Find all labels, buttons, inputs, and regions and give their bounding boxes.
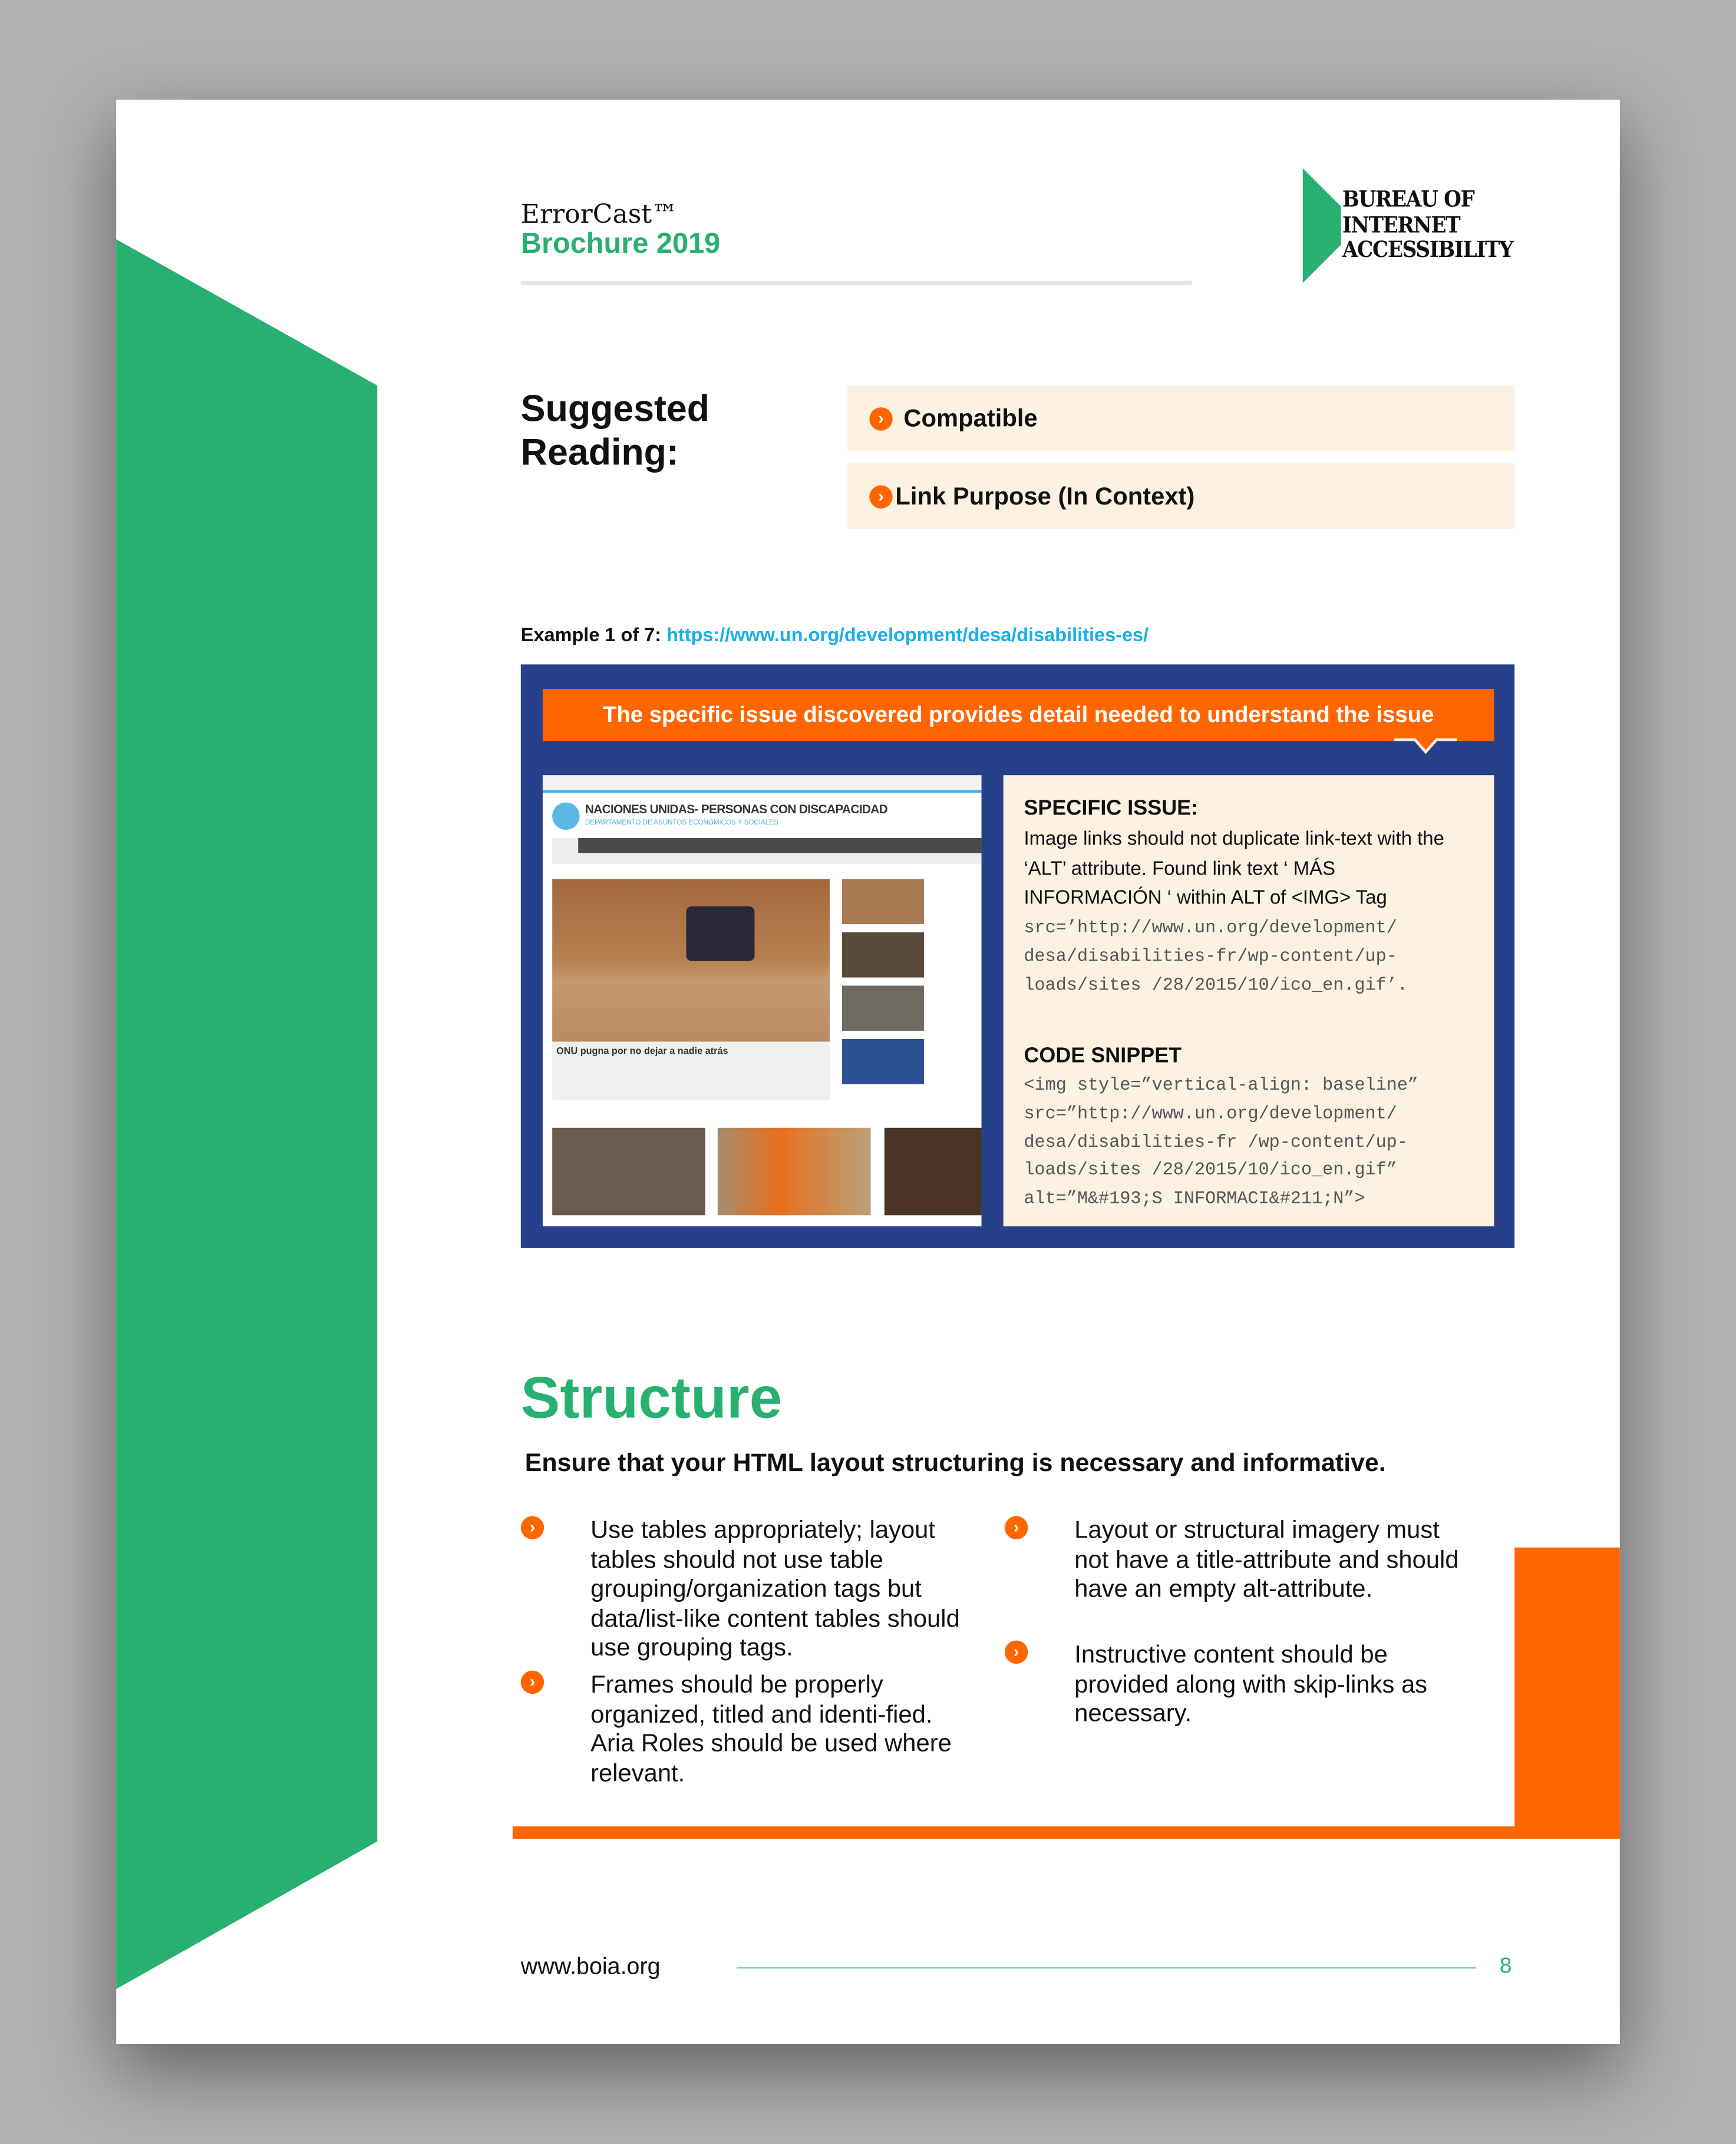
page-number: 8 (1499, 1955, 1512, 1978)
un-logo-icon (552, 803, 579, 830)
code-line: desa/disabilities-fr /wp-content/up- (1024, 1131, 1408, 1152)
reading-item-label: Compatible (903, 404, 1038, 431)
issue-heading: SPECIFIC ISSUE: (1024, 797, 1199, 820)
site-title: NACIONES UNIDAS- PERSONAS CON DISCAPACIDAD (585, 802, 888, 816)
footer-divider (737, 1967, 1476, 1968)
product-name: ErrorCast™ (520, 199, 678, 230)
section-subtitle: Ensure that your HTML layout structuring is necessary and informative. (524, 1447, 1386, 1477)
issue-details-panel (1004, 775, 1494, 1226)
banner-notch (1394, 738, 1457, 757)
logo-text (1342, 187, 1513, 263)
chevron-right-icon: › (521, 1516, 544, 1539)
example-label: Example 1 of 7: (520, 623, 662, 645)
code-line: src=”http://www.un.org/development/ (1024, 1103, 1397, 1124)
chevron-right-icon: › (521, 1671, 544, 1694)
chevron-right-icon: › (1005, 1641, 1028, 1664)
example-url-link[interactable]: https://www.un.org/development/desa/disabilities-es/ (666, 623, 1149, 645)
snippet-code (1024, 1072, 1418, 1214)
footer-url[interactable]: www.boia.org (520, 1953, 661, 1980)
reading-item-label: Link Purpose (In Context) (895, 481, 1195, 510)
example-line (521, 624, 1148, 645)
snippet-heading: CODE SNIPPET (1024, 1044, 1182, 1068)
title-line: Reading: (520, 432, 679, 473)
brochure-title: Brochure 2019 (520, 228, 721, 260)
section-title: Structure (520, 1365, 783, 1431)
title-line: Suggested (520, 388, 709, 430)
bullet-text: Layout or structural imagery must not have a title-attribute and should have an empty alt-attribute. (1074, 1516, 1459, 1602)
code-line: alt=”M&#193;S INFORMACI&#211;N”> (1024, 1188, 1365, 1209)
bullet-text: Instructive content should be provided along with skip-links as necessary. (1074, 1640, 1428, 1727)
reading-item-compatible[interactable] (847, 385, 1514, 451)
boia-logo (1303, 168, 1344, 291)
code-line: <img style=”vertical-align: baseline” (1024, 1074, 1419, 1096)
headline: ONU pugna por no dejar a nadie atrás (556, 1047, 728, 1057)
issue-banner: The specific issue discovered provides detail needed to understand the issue (543, 689, 1494, 741)
code-line: desa/disabilities-fr/wp-content/up- (1024, 945, 1397, 967)
reading-item-link-purpose[interactable] (847, 463, 1514, 529)
website-screenshot (543, 775, 982, 1226)
bullet-text: Use tables appropriately; layout tables should not use table grouping/organization tags but data/list-like content tables should use grouping tags. (590, 1516, 960, 1661)
site-subtitle: DEPARTAMENTO DE ASUNTOS ECONÓMICOS Y SOCIALES (585, 819, 778, 827)
logo-mark-icon (1303, 168, 1344, 284)
issue-text: Image links should not duplicate link-text with the ‘ALT’ attribute. Found link text ‘ MÁS INFORMACIÓN ‘ within ALT of <IMG> Tag (1024, 828, 1444, 909)
chevron-right-icon: › (869, 484, 892, 507)
logo-line: ACCESSIBILITY (1342, 236, 1513, 263)
code-line: src=’http://www.un.org/development/ (1024, 917, 1397, 938)
suggested-reading-title (521, 387, 709, 474)
issue-code (1024, 915, 1408, 1000)
code-line: loads/sites /28/2015/10/ico_en.gif” (1024, 1160, 1397, 1180)
logo-line: INTERNET (1342, 211, 1460, 238)
code-line: loads/sites /28/2015/10/ico_en.gif’. (1024, 974, 1408, 995)
logo-line: BUREAU OF (1342, 186, 1474, 212)
bullet-text: Frames should be properly organized, titled and identi-fied. Aria Roles should be used where relevant. (590, 1670, 952, 1786)
chevron-right-icon: › (1005, 1516, 1028, 1539)
chevron-right-icon: › (869, 407, 892, 430)
